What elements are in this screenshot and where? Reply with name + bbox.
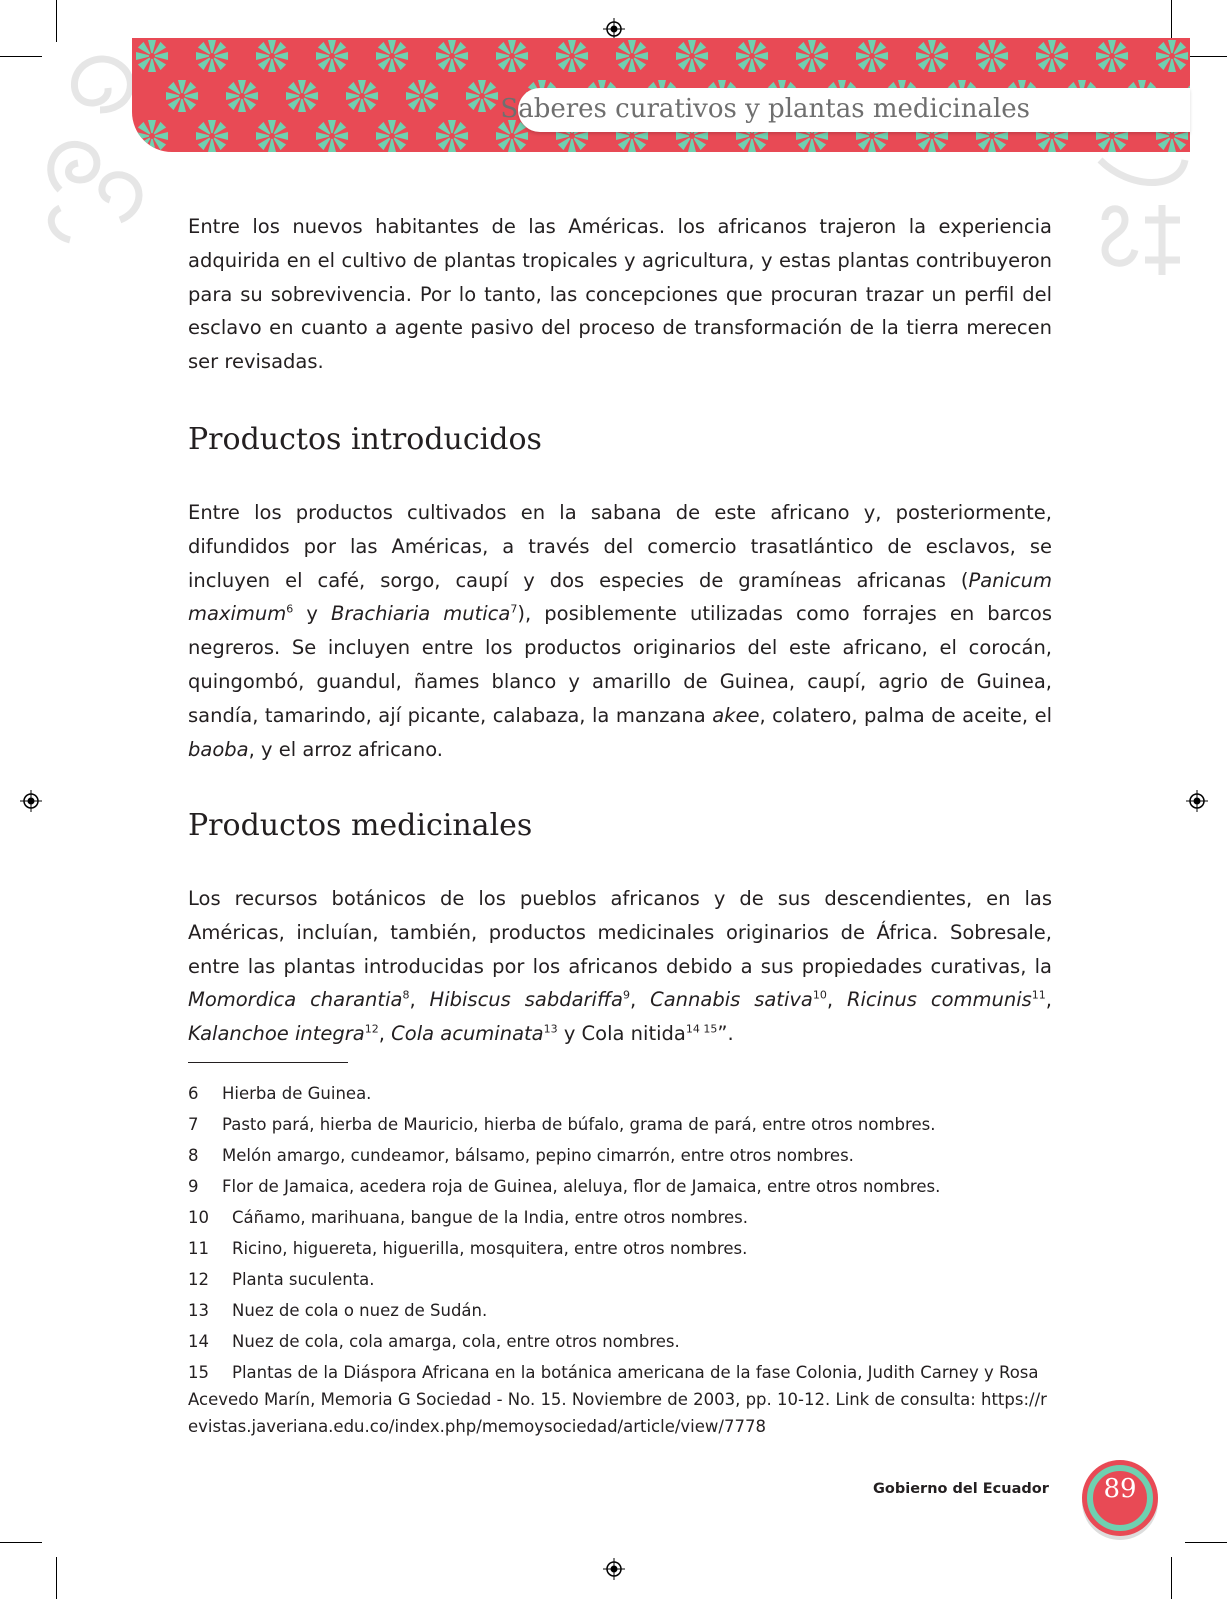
- section1-paragraph: Entre los productos cultivados en la sabana de este africano y, posteriormente, difundidos por las Américas, a través del comercio trasatlántico de esclavos, se incluyen el café, sorgo, caupí y dos especies de gramíneas africanas (Panicum maximum$^6$ y Brachiaria mutica$^7$), posiblemente utilizadas como forrajes en barcos negreros. Se incluyen entre los productos originarios del este africano, el corocán, quingombó, guandul, ñames blanco y amarillo de Guinea, caupí, agrio de Guinea, sandía, tamarindo, ají picante, calabaza, la manzana akee, colatero, palma de aceite, el baoba, y el arroz africano.: [188, 501, 1052, 761]
- footnote-divider: [188, 1062, 348, 1063]
- swirl-ornament-icon: [1090, 150, 1190, 300]
- section1-body: [188, 496, 1052, 766]
- crop-mark: [0, 1542, 42, 1543]
- section2-body: [188, 882, 1052, 1051]
- header-title-pill: [500, 88, 1190, 132]
- page-number: 89: [1103, 1474, 1137, 1504]
- footer-publisher: Gobierno del Ecuador: [873, 1481, 1049, 1497]
- footnote: 12 Planta suculenta.: [188, 1270, 375, 1289]
- footnote: 14 Nuez de cola, cola amarga, cola, entre otros nombres.: [188, 1332, 680, 1351]
- section-introduced-products: [188, 422, 1052, 457]
- intro-paragraph: Entre los nuevos habitantes de las Américas. los africanos trajeron la experiencia adquirida en el cultivo de plantas tropicales y agricultura, y estas plantas contribuyeron para su sobrevivencia. Por lo tanto, las concepciones que procuran trazar un perfil del esclavo en cuanto a agente pasivo del proceso de transformación de la tierra merecen ser revisadas.: [188, 215, 1052, 374]
- crop-mark: [56, 0, 57, 42]
- section-medicinal-products: [188, 808, 1052, 843]
- footnote: 11 Ricino, higuereta, higuerilla, mosquitera, entre otros nombres.: [188, 1239, 748, 1258]
- registration-mark-icon: [20, 790, 42, 812]
- section2-paragraph: Los recursos botánicos de los pueblos africanos y de sus descendientes, en las Américas, incluían, también, productos medicinales originarios de África. Sobresale, entre las plantas introducidas por los africanos debido a sus propiedades curativas, la Momordica charantia$^8$, Hibiscus sabdariffa$^9$, Cannabis sativa$^{10}$, Ricinus communis$^{11}$, Kalanchoe integra$^{12}$, Cola acuminata$^{13}$ y Cola nitida$^{14 15}$”.: [188, 887, 1052, 1046]
- crop-mark: [1185, 56, 1227, 57]
- section-heading: Productos introducidos: [188, 422, 542, 457]
- intro-section: [188, 210, 1052, 379]
- running-header-title: Saberes curativos y plantas medicinales: [500, 94, 1030, 124]
- crop-mark: [1171, 0, 1172, 42]
- registration-mark-icon: [1186, 790, 1208, 812]
- registration-mark-icon: [603, 1558, 625, 1580]
- footnote: 9 Flor de Jamaica, acedera roja de Guinea, aleluya, flor de Jamaica, entre otros nombres.: [188, 1177, 941, 1196]
- footnote: 10 Cáñamo, marihuana, bangue de la India, entre otros nombres.: [188, 1208, 748, 1227]
- footnote: 15 Plantas de la Diáspora Africana en la botánica americana de la fase Colonia, Judith Carney y Rosa Acevedo Marín, Memoria G Sociedad - No. 15. Noviembre de 2003, pp. 10-12. Link de consulta: https://revistas.javeriana.edu.co/index.php/memoysociedad/article/view/7778: [188, 1363, 1047, 1436]
- crop-mark: [1171, 1557, 1172, 1599]
- footnote: 7 Pasto pará, hierba de Mauricio, hierba de búfalo, grama de pará, entre otros nombres.: [188, 1115, 936, 1134]
- section-heading: Productos medicinales: [188, 808, 533, 843]
- registration-mark-icon: [603, 18, 625, 40]
- footnote: 6 Hierba de Guinea.: [188, 1084, 372, 1103]
- footnote: 8 Melón amargo, cundeamor, bálsamo, pepino cimarrón, entre otros nombres.: [188, 1146, 854, 1165]
- crop-mark: [0, 56, 42, 57]
- crop-mark: [1185, 1542, 1227, 1543]
- footnote: 13 Nuez de cola o nuez de Sudán.: [188, 1301, 488, 1320]
- crop-mark: [56, 1557, 57, 1599]
